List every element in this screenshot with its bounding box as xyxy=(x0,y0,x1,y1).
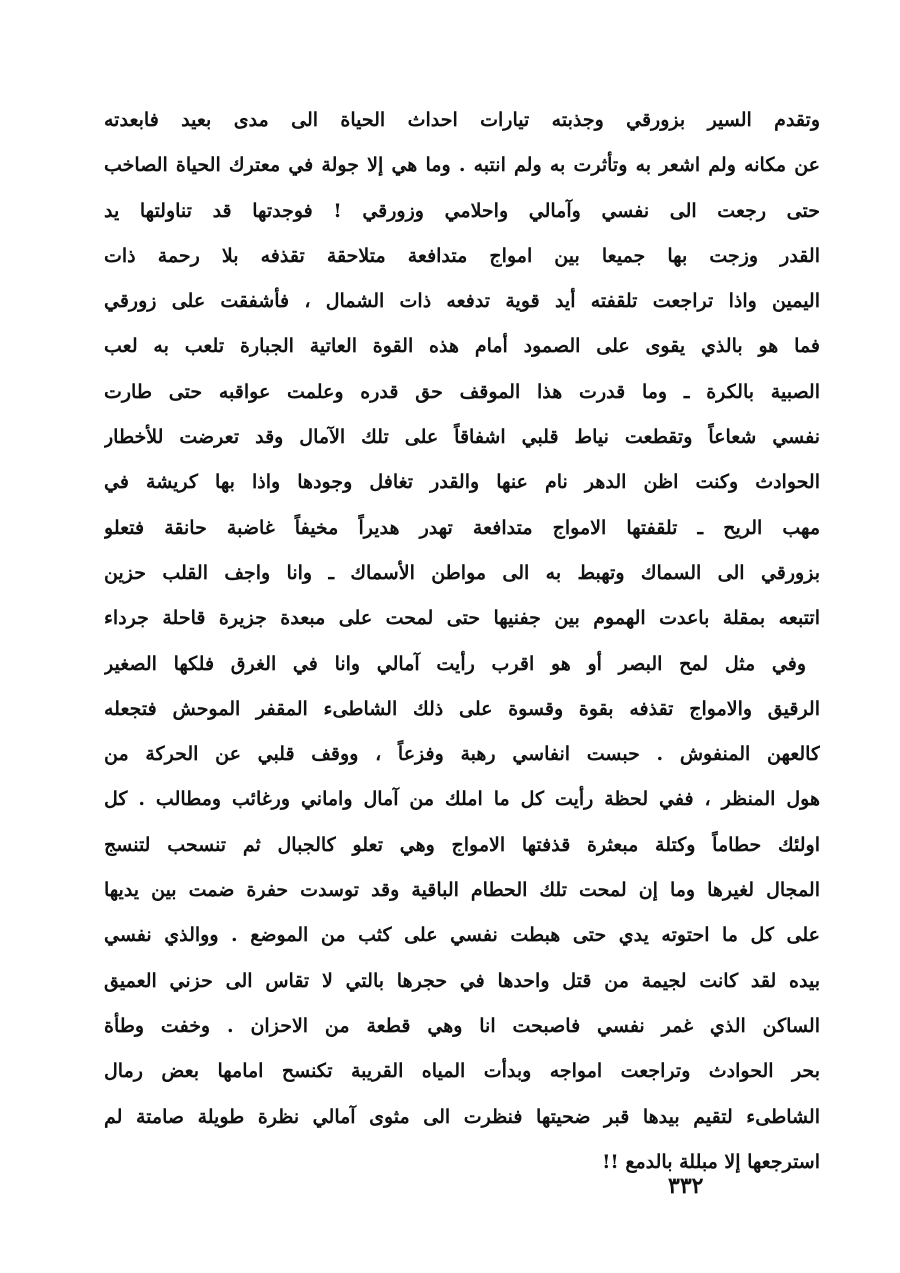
text-line: اولئك حطاماً وكتلة مبعثرة قذفتها الامواج وهي تعلو كالجبال ثم تنسحب لتنسج xyxy=(104,833,820,856)
text-line: الشاطىء لتقيم بيدها قبر ضحيتها فنظرت الى مثوى آمالي نظرة طويلة صامتة لم xyxy=(104,1105,820,1128)
text-line: اتتبعه بمقلة باعدت الهموم بين جفنيها حتى لمحت على مبعدة جزيرة قاحلة جرداء xyxy=(104,607,820,630)
text-line: كالعهن المنفوش . حبست انفاسي رهبة وفزعاً ، ووقف قلبي عن الحركة من xyxy=(104,743,820,766)
text-line: وفي مثل لمح البصر أو هو اقرب رأيت آمالي وانا في الغرق فلكها الصغير xyxy=(104,652,806,675)
body-text xyxy=(104,98,820,1185)
text-line: بيده لقد كانت لجيمة من قتل واحدها في حجرها بالتي لا تقاس الى حزني العميق xyxy=(104,969,820,992)
text-line: على كل ما احتوته يدي حتى هبطت نفسي على كثب من الموضع . ووالذي نفسي xyxy=(104,924,820,947)
text-line: القدر وزجت بها جميعا بين امواج متدافعة متلاحقة تقذفه بلا رحمة ذات xyxy=(104,244,820,267)
text-line: اليمين واذا تراجعت تلقفته أيد قوية تدفعه ذات الشمال ، فأشفقت على زورقي xyxy=(104,290,820,313)
text-line: بزورقي الى السماك وتهبط به الى مواطن الأسماك ـ وانا واجف القلب حزين xyxy=(104,561,820,584)
text-line: هول المنظر ، ففي لحظة رأيت كل ما املك من آمال واماني ورغائب ومطالب . كل xyxy=(104,788,820,811)
text-line: الحوادث وكنت اظن الدهر نام عنها والقدر تغافل وجودها واذا بها كريشة في xyxy=(104,471,820,494)
text-line: المجال لغيرها وما إن لمحت تلك الحطام الباقية وقد توسدت حفرة ضمت بين يديها xyxy=(104,879,820,902)
text-line: نفسي شعاعاً وتقطعت نياط قلبي اشفاقاً على تلك الآمال وقد تعرضت للأخطار xyxy=(104,426,820,449)
text-line: الساكن الذي غمر نفسي فاصبحت انا وهي قطعة من الاحزان . وخفت وطأة xyxy=(104,1014,820,1037)
text-line: مهب الريح ـ تلقفتها الامواج متدافعة تهدر هديراً مخيفاً غاضبة حانقة فتعلو xyxy=(104,516,820,539)
text-line: الرقيق والامواج تقذفه بقوة وقسوة على ذلك الشاطىء المقفر الموحش فتجعله xyxy=(104,697,820,720)
text-line: فما هو بالذي يقوى على الصمود أمام هذه القوة العاتية الجبارة تلعب به لعب xyxy=(104,335,820,358)
text-line: عن مكانه ولم اشعر به وتأثرت به ولم انتبه . وما هي إلا جولة في معترك الحياة الصاخب xyxy=(104,154,820,177)
text-line: استرجعها إلا مبللة بالدمع !! xyxy=(602,1150,820,1173)
page-number: ٣٣٢ xyxy=(668,1173,704,1199)
text-line: الصبية بالكرة ـ وما قدرت هذا الموقف حق قدره وعلمت عواقبه حتى طارت xyxy=(104,380,820,403)
text-line: وتقدم السير بزورقي وجذبته تيارات احداث الحياة الى مدى بعيد فابعدته xyxy=(104,109,820,131)
text-line: حتى رجعت الى نفسي وآمالي واحلامي وزورقي ! فوجدتها قد تناولتها يد xyxy=(104,199,820,222)
text-line: بحر الحوادث وتراجعت امواجه وبدأت المياه القريبة تكنسح امامها بعض رمال xyxy=(104,1060,820,1083)
